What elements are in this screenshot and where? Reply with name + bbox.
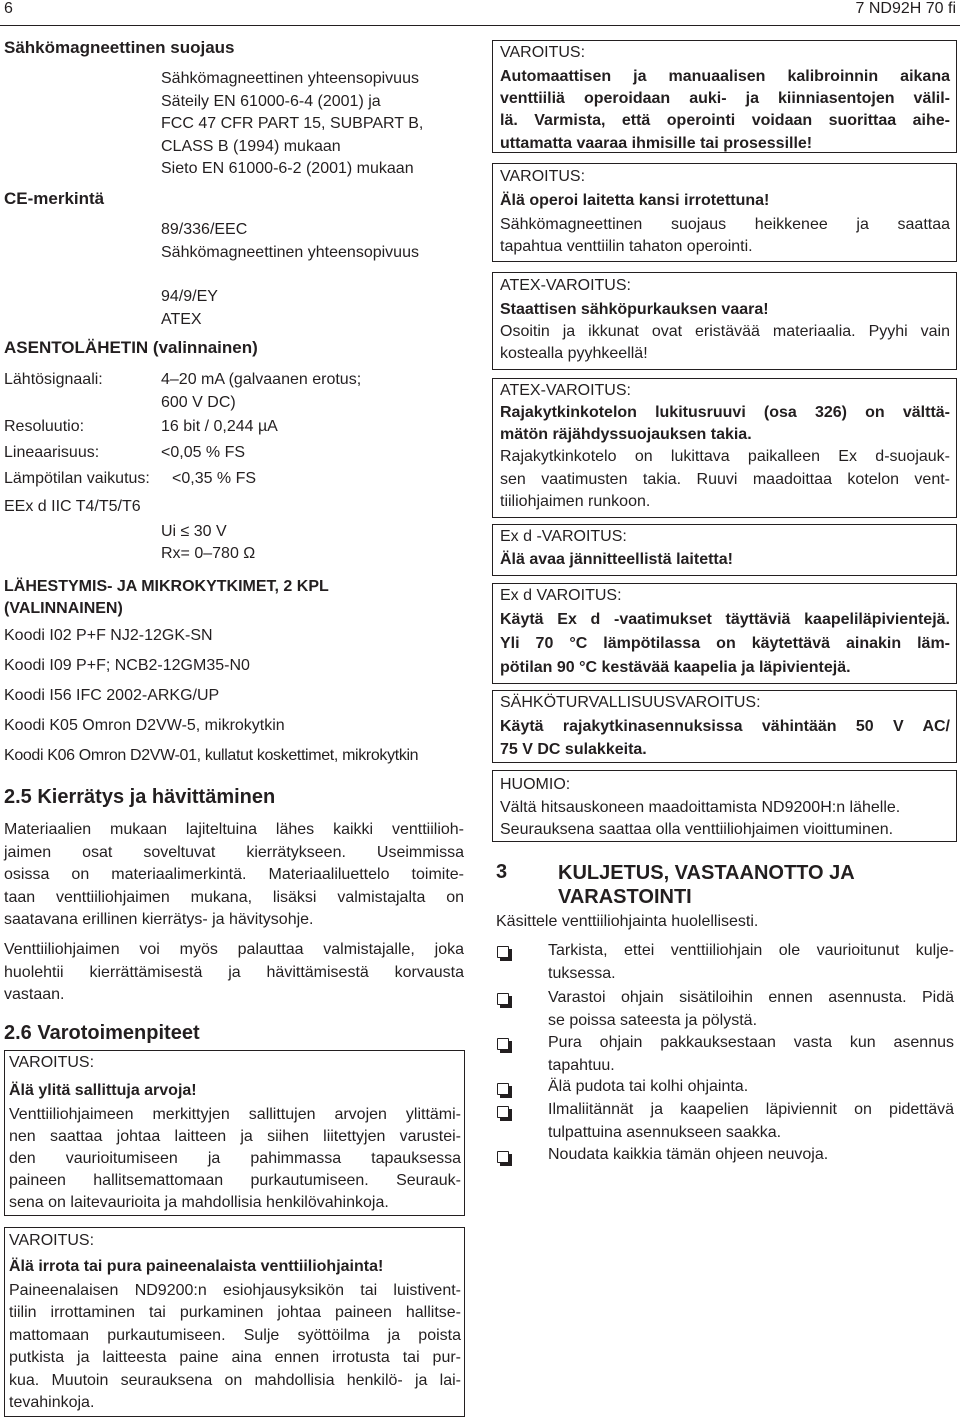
emc-standards: Sähkömagneettinen yhteensopivuus Säteily EN 61000-6-4 (2001) ja FCC 47 CFR PART 15, SUBPART B, CLASS B (1994) mukaan Sieto EN 61000-6-2 (2001) mukaan <box>161 70 424 177</box>
resolution-label: Resoluutio: <box>4 418 85 435</box>
warning-headline: Älä ylitä sallittuja arvoja! <box>9 1082 197 1099</box>
note-box <box>492 770 957 842</box>
document-code: 7 ND92H 70 fi <box>855 0 956 17</box>
checkbox-icon <box>497 946 509 958</box>
warning-title: ATEX-VAROITUS: <box>500 277 631 294</box>
warning-headline: Staattisen sähköpurkauksen vaara! <box>500 301 769 318</box>
eex-rating: EEx d IIC T4/T5/T6 <box>4 498 141 515</box>
warning-title: SÄHKÖTURVALLISUUSVAROITUS: <box>500 694 761 711</box>
warning-headline: Käytä rajakytkinasennuksissa vähintään 50 V AC/ 75 V DC sulakkeita. <box>500 718 950 758</box>
warning-box <box>492 378 957 518</box>
warning-headline: Rajakytkinkotelon lukitusruuvi (osa 326) on välttä- mätön räjähdyssuojauksen takia. <box>500 404 950 443</box>
warning-box <box>492 163 957 262</box>
ce-marking-label: CE-merkintä <box>4 189 105 208</box>
checklist-item: Pura ohjain pakkauksestaan vasta kun asennus tapahtuu. <box>548 1034 954 1074</box>
checkbox-icon <box>497 1151 509 1163</box>
warning-box <box>492 40 957 153</box>
handling-intro: Käsittele venttiiliohjainta huolellisesti. <box>496 913 759 930</box>
warning-headline: Älä irrota tai pura paineenalaista venttiiliohjainta! <box>9 1258 384 1275</box>
warning-box <box>4 1227 465 1417</box>
warning-headline: Älä avaa jännitteellistä laitetta! <box>500 551 733 568</box>
code-item: Koodi I09 P+F; NCB2-12GM35-N0 <box>4 657 250 674</box>
checkbox-icon <box>497 1083 509 1095</box>
warning-headline: Automaattisen ja manuaalisen kalibroinnin aikana venttiiliä operoidaan auki- ja kiinniasentojen välil- lä. Varmista, että operointi voidaan suorittaa aihe- uttamatta vaaraa ihmisille tai prosessille! <box>500 68 950 152</box>
warning-title: Ex d VAROITUS: <box>500 587 622 604</box>
warning-text: Rajakytkinkotelo on lukittava paikalleen Ex d-suojauk- sen vaatimusten takia. Ruuvi maadoittaa kotelon vent- tiiliohjaimen runkoon. <box>500 448 950 510</box>
checkbox-icon <box>497 1038 509 1050</box>
ui-rating: Ui ≤ 30 V <box>161 523 227 540</box>
temperature-effect-label: Lämpötilan vaikutus: <box>4 470 150 487</box>
code-item: Koodi K05 Omron D2VW-5, mikrokytkin <box>4 717 285 734</box>
warning-text: Paineenalaisen ND9200:n esiohjausyksikön tai luistivent- tiilin irrottaminen tai purkaminen johtaa paineen hallitse- mattomaan purkautumiseen. Sulje syöttöilma ja poista putkista ja laitteesta paine aina ennen irrotusta tai pur- kua. Muutoin seurauksena on mahdollisia henkilö- ja lai- tevahinkoja. <box>9 1282 461 1412</box>
rx-rating: Rx= 0–780 Ω <box>161 545 256 562</box>
checklist-item: Noudata kaikkia tämän ohjeen neuvoja. <box>548 1146 829 1163</box>
checklist-item: Älä pudota tai kolhi ohjainta. <box>548 1078 749 1095</box>
warning-text: Osoitin ja ikkunat ovat eristävää materiaalia. Pyyhi vain kostealla pyyhkeellä! <box>500 323 950 362</box>
warning-box <box>4 1050 465 1216</box>
section-3-number: 3 <box>496 861 508 883</box>
switches-heading: LÄHESTYMIS- JA MIKROKYTKIMET, 2 KPL (VALINNAINEN) <box>4 578 329 617</box>
output-signal-value: 4–20 mA (galvaanen erotus; <box>161 371 362 388</box>
warning-headline: Käytä Ex d -vaatimukset täyttäviä kaapeliläpivientejä. Yli 70 °C lämpötilassa on käytettävä ainakin läm- pötilan 90 °C kestävää kaapelia ja läpivientejä. <box>500 611 950 676</box>
section-3-title: KULJETUS, VASTAANOTTO JA VARASTOINTI <box>558 862 855 908</box>
linearity-value: <0,05 % FS <box>161 444 246 461</box>
warning-box <box>492 272 957 370</box>
resolution-value: 16 bit / 0,244 µA <box>161 418 278 435</box>
warning-box <box>492 583 957 684</box>
recycling-paragraph-2: Venttiiliohjaimen voi myös palauttaa valmistajalle, joka huolehtii kierrättämisestä ja hävittämisestä korvausta vastaan. <box>4 941 464 1003</box>
warning-text: Sähkömagneettinen suojaus heikkenee ja saattaa tapahtua venttiilin tahaton operointi. <box>500 216 950 255</box>
code-item: Koodi K06 Omron D2VW-01, kullatut koskettimet, mikrokytkin <box>4 747 419 764</box>
linearity-label: Lineaarisuus: <box>4 444 100 461</box>
note-title: HUOMIO: <box>500 776 571 793</box>
code-item: Koodi I56 IFC 2002-ARKG/UP <box>4 687 220 704</box>
checklist-item: Tarkista, ettei venttiiliohjain ole vaurioitunut kulje- tuksessa. <box>548 942 954 982</box>
checklist-item: Ilmaliitännät ja kaapelien läpiviennit on pidettävä tulpattuina asennukseen saakka. <box>548 1101 954 1141</box>
code-item: Koodi I02 P+F NJ2-12GK-SN <box>4 627 213 644</box>
warning-box <box>492 690 957 763</box>
warning-title: ATEX-VAROITUS: <box>500 382 631 399</box>
page-number: 6 <box>4 0 13 17</box>
output-signal-value-2: 600 V DC) <box>161 394 236 411</box>
checkbox-icon <box>497 1106 509 1118</box>
atex-directive: 94/9/EY ATEX <box>161 288 218 328</box>
checklist-item: Varastoi ohjain sisätiloihin ennen asennusta. Pidä se poissa sateesta ja pölystä. <box>548 989 954 1029</box>
warning-title: VAROITUS: <box>500 168 586 185</box>
warning-headline: Älä operoi laitetta kansi irrotettuna! <box>500 192 770 209</box>
output-signal-label: Lähtösignaali: <box>4 371 103 388</box>
temperature-effect-value: <0,35 % FS <box>172 470 257 487</box>
warning-text: Venttiiliohjaimeen merkittyjen sallittujen arvojen ylittämi- nen saattaa johtaa laitteen ja siihen liitettyjen varustei- den vaurioitumiseen ja pahimmassa tapauksessa paineen hallitsemattomaan purkautumiseen. Seurauk- sena on laitevaurioita ja mahdollisia henkilövahinkoja. <box>9 1106 461 1211</box>
transmitter-heading: ASENTOLÄHETIN (valinnainen) <box>4 338 258 357</box>
recycling-paragraph-1: Materiaalien mukaan lajiteltuina lähes kaikki venttiilioh- jaimen osat soveltuvat kierrätykseen. Useimmissa osissa on materiaalimerkintä. Materiaaliluettelo toimite- taan venttiiliohjaimen mukana, lisäksi valmistajalta on saatavana erillinen kierrätys- ja hävitysohje. <box>4 821 464 928</box>
warning-title: VAROITUS: <box>9 1232 95 1249</box>
warning-title: Ex d -VAROITUS: <box>500 528 627 545</box>
note-text: Vältä hitsauskoneen maadoittamista ND9200H:n lähelle. Seurauksena saattaa olla venttiiliohjaimen vioittuminen. <box>500 799 901 838</box>
eec-directive: 89/336/EEC Sähkömagneettinen yhteensopivuus <box>161 221 419 261</box>
warning-box <box>492 524 957 576</box>
section-2-5-title: 2.5 Kierrätys ja hävittäminen <box>4 786 276 808</box>
header-rule <box>0 25 960 26</box>
warning-title: VAROITUS: <box>9 1054 95 1071</box>
emc-heading: Sähkömagneettinen suojaus <box>4 38 235 57</box>
checkbox-icon <box>497 993 509 1005</box>
section-2-6-title: 2.6 Varotoimenpiteet <box>4 1022 200 1044</box>
warning-title: VAROITUS: <box>500 44 586 61</box>
